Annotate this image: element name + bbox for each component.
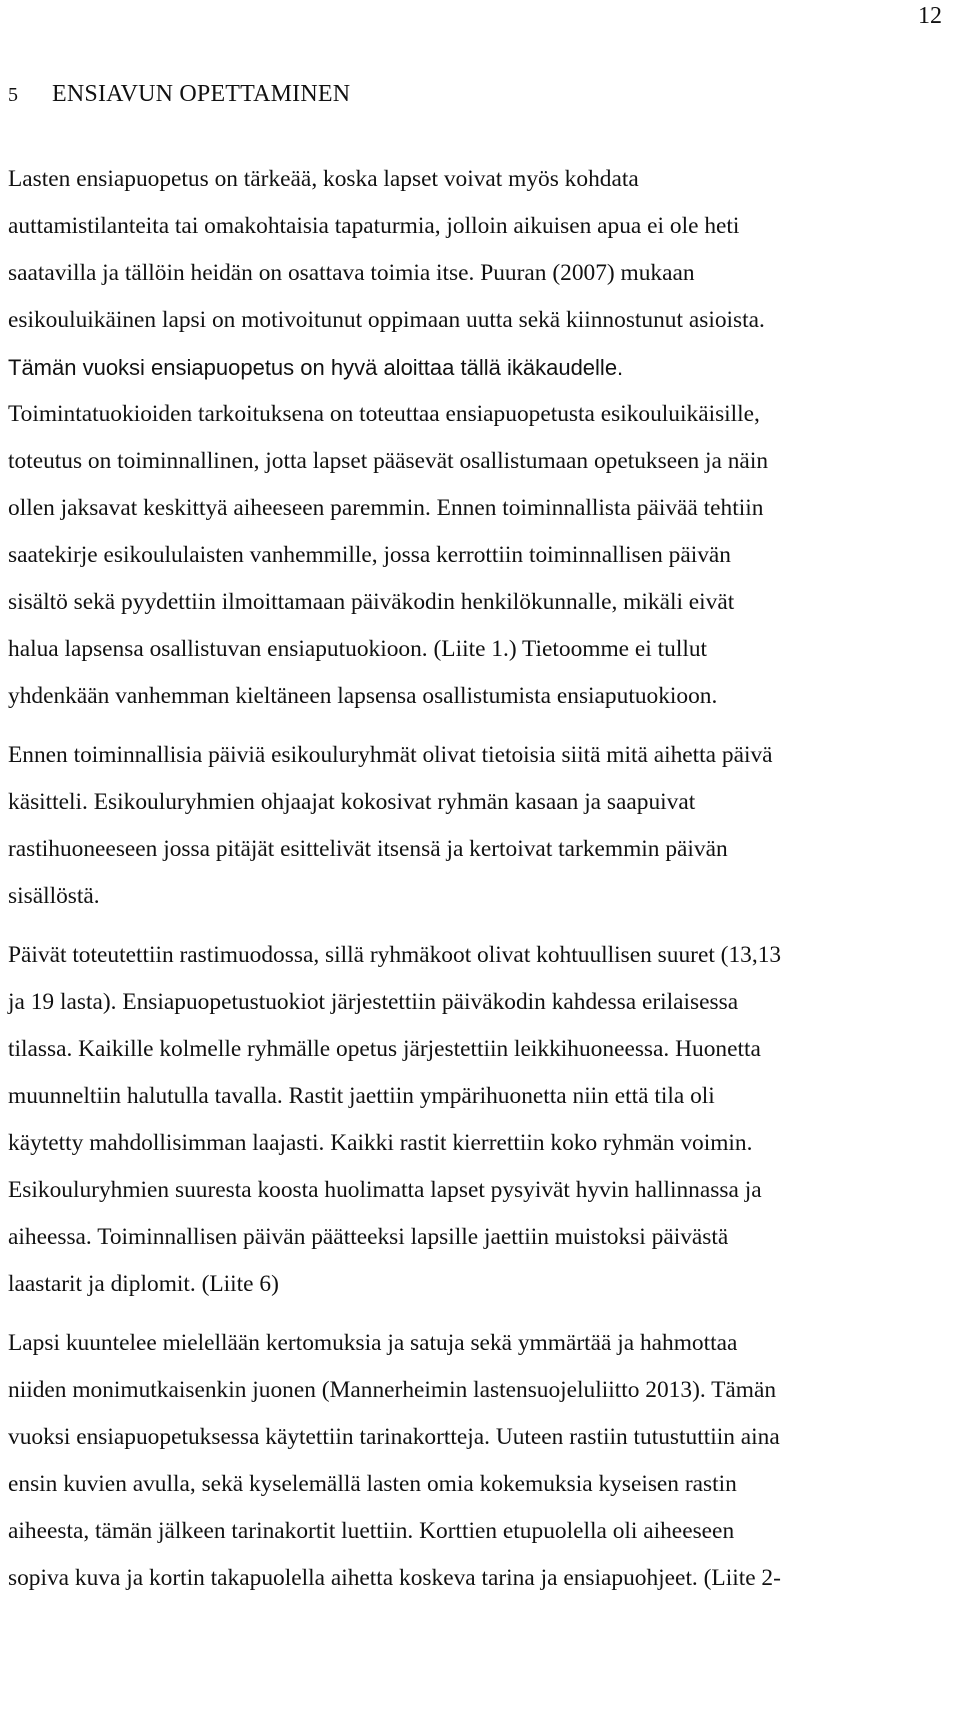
text-line: ensin kuvien avulla, sekä kyselemällä lasten omia kokemuksia kyseisen rastin	[8, 1471, 737, 1497]
text-line: Toimintatuokioiden tarkoituksena on toteuttaa ensiapuopetusta esikouluikäisille,	[8, 401, 760, 427]
section-heading	[8, 80, 350, 109]
text-line: Tämän vuoksi ensiapuopetus on hyvä aloittaa tällä ikäkaudelle.	[8, 355, 624, 380]
text-line: aiheesta, tämän jälkeen tarinakortit luettiin. Korttien etupuolella oli aiheeseen	[8, 1518, 735, 1544]
document-body	[8, 156, 948, 1602]
page-number: 12	[918, 3, 942, 29]
text-line: sisällöstä.	[8, 883, 100, 909]
text-line: rastihuoneeseen jossa pitäjät esittelivät itsensä ja kertoivat tarkemmin päivän	[8, 836, 728, 862]
text-line: auttamistilanteita tai omakohtaisia tapaturmia, jolloin aikuisen apua ei ole heti	[8, 213, 740, 239]
text-line: aiheessa. Toiminnallisen päivän päätteeksi lapsille jaettiin muistoksi päivästä	[8, 1224, 729, 1250]
text-line: yhdenkään vanhemman kieltäneen lapsensa osallistumista ensiaputuokioon.	[8, 683, 718, 709]
section-title: ENSIAVUN OPETTAMINEN	[52, 81, 351, 107]
text-line: Lasten ensiapuopetus on tärkeää, koska lapset voivat myös kohdata	[8, 166, 639, 192]
text-line: vuoksi ensiapuopetuksessa käytettiin tarinakortteja. Uuteen rastiin tutustuttiin aina	[8, 1424, 780, 1450]
paragraph-intro	[8, 156, 948, 720]
text-line: sopiva kuva ja kortin takapuolella aihetta koskeva tarina ja ensiapuohjeet. (Liite 2-	[8, 1565, 781, 1591]
section-number: 5	[8, 84, 18, 106]
text-line: toteutus on toiminnallinen, jotta lapset pääsevät osallistumaan opetukseen ja näin	[8, 448, 769, 474]
text-line: niiden monimutkaisenkin juonen (Mannerheimin lastensuojeluliitto 2013). Tämän	[8, 1377, 777, 1403]
text-line: halua lapsensa osallistuvan ensiaputuokioon. (Liite 1.) Tietoomme ei tullut	[8, 636, 708, 662]
paragraph-stations	[8, 932, 948, 1308]
text-line: esikouluikäinen lapsi on motivoitunut oppimaan uutta sekä kiinnostunut asioista.	[8, 307, 765, 333]
text-line: saatavilla ja tällöin heidän on osattava toimia itse. Puuran (2007) mukaan	[8, 260, 695, 286]
text-line: ja 19 lasta). Ensiapuopetustuokiot järjestettiin päiväkodin kahdessa erilaisessa	[8, 989, 739, 1015]
text-line: käsitteli. Esikouluryhmien ohjaajat kokosivat ryhmän kasaan ja saapuivat	[8, 789, 696, 815]
paragraph-spacer	[8, 1308, 948, 1320]
text-line: Esikouluryhmien suuresta koosta huolimatta lapset pysyivät hyvin hallinnassa ja	[8, 1177, 762, 1203]
text-line: ollen jaksavat keskittyä aiheeseen paremmin. Ennen toiminnallista päivää tehtiin	[8, 495, 764, 521]
paragraph-spacer	[8, 720, 948, 732]
text-line: sisältö sekä pyydettiin ilmoittamaan päiväkodin henkilökunnalle, mikäli eivät	[8, 589, 735, 615]
text-line: muunneltiin halutulla tavalla. Rastit jaettiin ympärihuonetta niin että tila oli	[8, 1083, 715, 1109]
text-line: Ennen toiminnallisia päiviä esikouluryhmät olivat tietoisia siitä mitä aihetta päivä	[8, 742, 773, 768]
paragraph-story-cards	[8, 1320, 948, 1602]
text-line: laastarit ja diplomit. (Liite 6)	[8, 1271, 279, 1297]
paragraph-spacer	[8, 920, 948, 932]
text-line: Lapsi kuuntelee mielellään kertomuksia ja satuja sekä ymmärtää ja hahmottaa	[8, 1330, 738, 1356]
text-line: käytetty mahdollisimman laajasti. Kaikki rastit kierrettiin koko ryhmän voimin.	[8, 1130, 753, 1156]
text-line: saatekirje esikoululaisten vanhemmille, jossa kerrottiin toiminnallisen päivän	[8, 542, 731, 568]
text-line: tilassa. Kaikille kolmelle ryhmälle opetus järjestettiin leikkihuoneessa. Huonetta	[8, 1036, 761, 1062]
text-line: Päivät toteutettiin rastimuodossa, sillä ryhmäkoot olivat kohtuullisen suuret (13,13	[8, 942, 782, 968]
paragraph-before-days	[8, 732, 948, 920]
